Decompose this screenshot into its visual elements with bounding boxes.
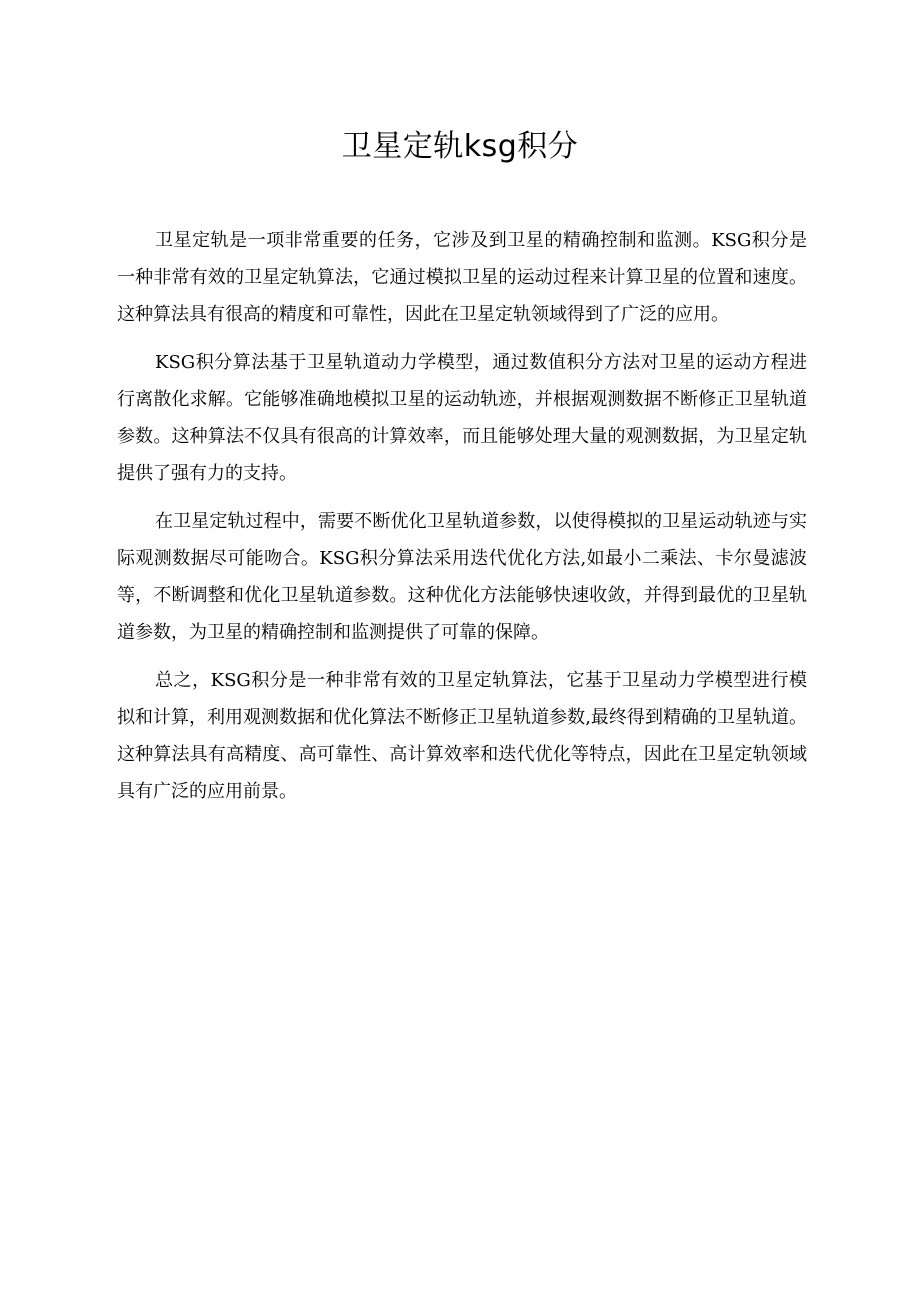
- paragraph-3: 在卫星定轨过程中，需要不断优化卫星轨道参数，以使得模拟的卫星运动轨迹与实际观测数据尽可能吻合。KSG积分算法采用迭代优化方法,如最小二乘法、卡尔曼滤波等，不断调整和优化卫星轨道参数。这种优化方法能够快速收敛，并得到最优的卫星轨道参数，为卫星的精确控制和监测提供了可靠的保障。: [117, 511, 807, 643]
- document-title: 卫星定轨ksg积分: [341, 129, 579, 164]
- paragraph-1: 卫星定轨是一项非常重要的任务，它涉及到卫星的精确控制和监测。KSG积分是一种非常有效的卫星定轨算法，它通过模拟卫星的运动过程来计算卫星的位置和速度。这种算法具有很高的精度和可靠性，因此在卫星定轨领域得到了广泛的应用。: [117, 230, 807, 325]
- paragraph-2: KSG积分算法基于卫星轨道动力学模型，通过数值积分方法对卫星的运动方程进行离散化求解。它能够准确地模拟卫星的运动轨迹，并根据观测数据不断修正卫星轨道参数。这种算法不仅具有很高的计算效率，而且能够处理大量的观测数据，为卫星定轨提供了强有力的支持。: [117, 352, 807, 484]
- paragraph-4: 总之，KSG积分是一种非常有效的卫星定轨算法，它基于卫星动力学模型进行模拟和计算，利用观测数据和优化算法不断修正卫星轨道参数,最终得到精确的卫星轨道。这种算法具有高精度、高可靠性、高计算效率和迭代优化等特点，因此在卫星定轨领域具有广泛的应用前景。: [117, 670, 807, 802]
- document-body: [117, 222, 807, 821]
